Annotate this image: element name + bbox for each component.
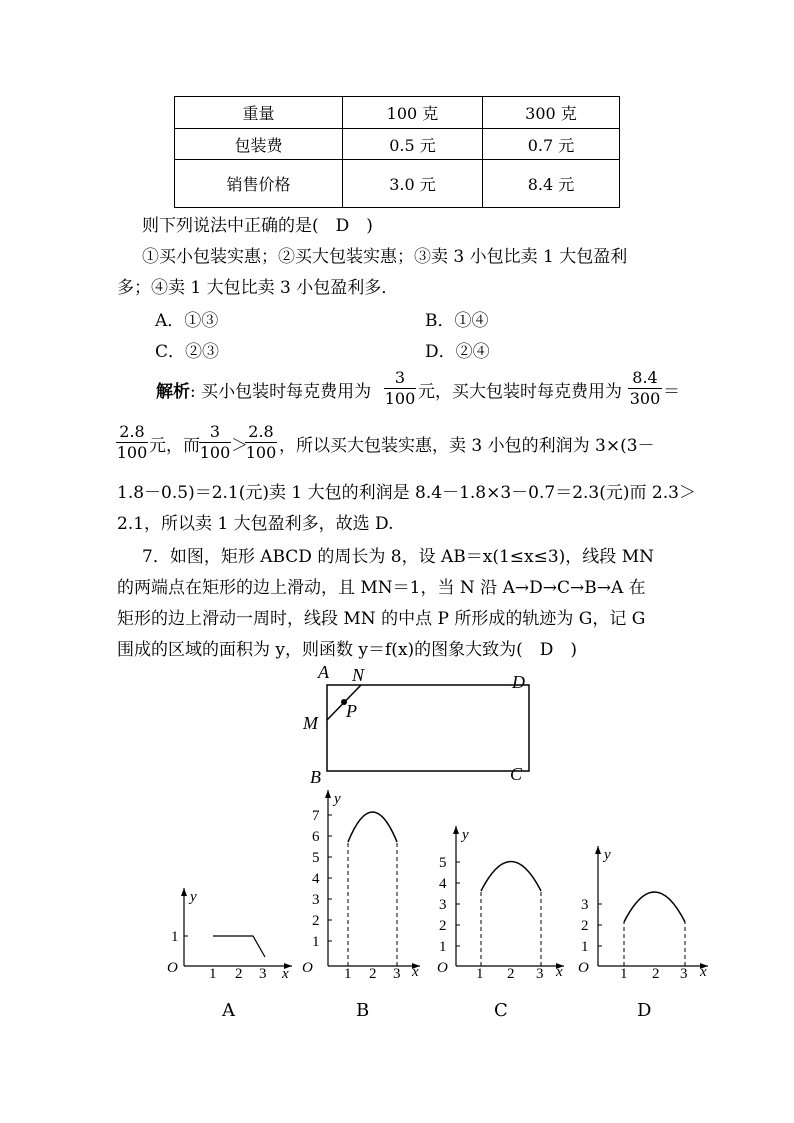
q6-line1: ①买小包装实惠；②买大包装实惠；③卖 3 小包比卖 1 大包盈利 (142, 247, 628, 267)
y-tick-label: 5 (439, 855, 447, 871)
label-n: N (352, 665, 365, 685)
q6-line2: 多；④卖 1 大包比卖 3 小包盈利多． (117, 278, 399, 298)
q6-stem: 则下列说法中正确的是( D ) (142, 216, 373, 236)
graph-a (160, 880, 300, 985)
fraction-2.8-100-b (245, 423, 277, 462)
x-tick-label: 3 (680, 966, 688, 982)
q6-option-b: B．①④ (425, 311, 489, 331)
rectangle-figure (300, 662, 540, 792)
y-tick-label: 2 (581, 918, 589, 934)
label-m: M (303, 713, 318, 733)
label-c: C (510, 764, 523, 784)
x-tick-label: 2 (652, 966, 660, 982)
label-p: P (346, 701, 357, 721)
table-cell: 3.0 元 (343, 160, 483, 208)
table-cell: 100 克 (343, 97, 483, 129)
y-tick-label: 4 (439, 876, 447, 892)
y-tick-label: 3 (581, 897, 589, 913)
y-tick-label: 5 (312, 850, 320, 866)
q7-line1: 7．如图，矩形 ABCD 的周长为 8，设 AB＝x(1≤x≤3)，线段 MN (142, 547, 654, 567)
table-cell: 销售价格 (175, 160, 343, 208)
fraction-numerator: 2.8 (116, 423, 148, 443)
analysis-text-b: 元，买大包装时每克费用为 (418, 382, 622, 402)
table-cell: 0.5 元 (343, 129, 483, 160)
y-tick-label: 1 (439, 939, 447, 955)
x-tick-label: 3 (536, 966, 544, 982)
caption-a: A (222, 1000, 235, 1021)
table-cell: 重量 (175, 97, 343, 129)
fraction-denominator: 100 (245, 443, 277, 462)
axis-x-label: x (556, 964, 563, 980)
y-tick-label: 1 (171, 929, 179, 945)
graph-a-curve (213, 936, 265, 957)
y-tick-label: 3 (312, 892, 320, 908)
analysis-line4: 2.1，所以卖 1 大包盈利多，故选 D. (117, 514, 394, 534)
axis-y-label: y (604, 847, 611, 863)
fraction-8.4-300 (628, 369, 662, 408)
graph-c-curve (481, 862, 541, 892)
x-tick-label: 3 (259, 966, 267, 982)
table-cell: 包装费 (175, 129, 343, 160)
y-tick-label: 7 (312, 808, 320, 824)
x-tick-label: 3 (393, 966, 401, 982)
analysis-text-e: ＞ (231, 436, 248, 456)
fraction-numerator: 3 (199, 423, 231, 443)
y-tick-label: 1 (312, 934, 320, 950)
axis-x-label: x (282, 966, 289, 982)
fraction-denominator: 100 (384, 389, 416, 408)
y-tick-label: 2 (312, 913, 320, 929)
fraction-numerator: 8.4 (628, 369, 662, 389)
y-tick-label: 2 (439, 918, 447, 934)
axis-y-label: y (190, 889, 197, 905)
table-row (175, 97, 620, 129)
graph-c (432, 822, 572, 986)
y-tick-label: 6 (312, 829, 320, 845)
table-cell: 300 克 (483, 97, 620, 129)
analysis-label: 解析 (156, 382, 190, 402)
analysis-text-a: : 买小包装时每克费用为 (190, 382, 372, 402)
origin-label: O (437, 960, 448, 976)
label-d: D (512, 672, 525, 692)
analysis-text-d: 元，而 (149, 436, 200, 456)
label-b: B (310, 767, 321, 787)
fraction-numerator: 3 (384, 369, 416, 389)
y-tick-label: 4 (312, 871, 320, 887)
y-tick-label: 1 (581, 939, 589, 955)
table-row (175, 160, 620, 208)
origin-label: O (167, 960, 178, 976)
package-table (174, 96, 620, 208)
x-tick-label: 2 (369, 966, 377, 982)
fraction-numerator: 2.8 (245, 423, 277, 443)
q6-option-c: C．②③ (155, 342, 220, 362)
q7-line3: 矩形的边上滑动一周时，线段 MN 的中点 P 所形成的轨迹为 G，记 G (117, 609, 646, 629)
caption-d: D (637, 1000, 652, 1021)
fraction-3-100-b (199, 423, 231, 462)
table-row (175, 129, 620, 160)
x-tick-label: 1 (344, 966, 352, 982)
fraction-denominator: 100 (116, 443, 148, 462)
graph-d-curve (624, 892, 685, 922)
analysis-text-f: ，所以买大包装实惠，卖 3 小包的利润为 3×(3－ (279, 436, 655, 456)
fraction-denominator: 300 (629, 389, 661, 408)
graph-b (298, 786, 428, 986)
table-cell: 0.7 元 (483, 129, 620, 160)
q6-option-a: A．①③ (155, 311, 219, 331)
x-tick-label: 1 (476, 966, 484, 982)
origin-label: O (578, 960, 589, 976)
fraction-2.8-100 (116, 423, 148, 462)
fraction-denominator: 100 (199, 443, 231, 462)
x-tick-label: 2 (235, 966, 243, 982)
axis-y-label: y (334, 791, 341, 807)
x-tick-label: 2 (507, 966, 515, 982)
graph-b-curve (348, 812, 397, 842)
q7-line2: 的两端点在矩形的边上滑动，且 MN＝1，当 N 沿 A→D→C→B→A 在 (117, 578, 646, 598)
label-a: A (318, 662, 329, 682)
axis-x-label: x (412, 964, 419, 980)
axis-y-label: y (462, 827, 469, 843)
caption-b: B (356, 1000, 370, 1021)
axis-x-label: x (700, 964, 707, 980)
analysis-line1-start (156, 377, 371, 402)
fraction-3-100 (384, 369, 416, 408)
q6-option-d: D．②④ (425, 342, 490, 362)
x-tick-label: 1 (620, 966, 628, 982)
caption-c: C (494, 1000, 508, 1021)
y-tick-label: 3 (439, 897, 447, 913)
analysis-line3: 1.8－0.5)＝2.1(元)卖 1 大包的利润是 8.4－1.8×3－0.7＝2.3(元)而 2.3＞ (117, 483, 696, 503)
origin-label: O (302, 960, 313, 976)
table-cell: 8.4 元 (483, 160, 620, 208)
analysis-text-c: ＝ (663, 382, 680, 402)
graph-d (572, 842, 718, 986)
rectangle-abcd (327, 685, 529, 771)
x-tick-label: 1 (209, 966, 217, 982)
q7-line4: 围成的区域的面积为 y，则函数 y＝f(x)的图象大致为( D ) (117, 640, 578, 660)
